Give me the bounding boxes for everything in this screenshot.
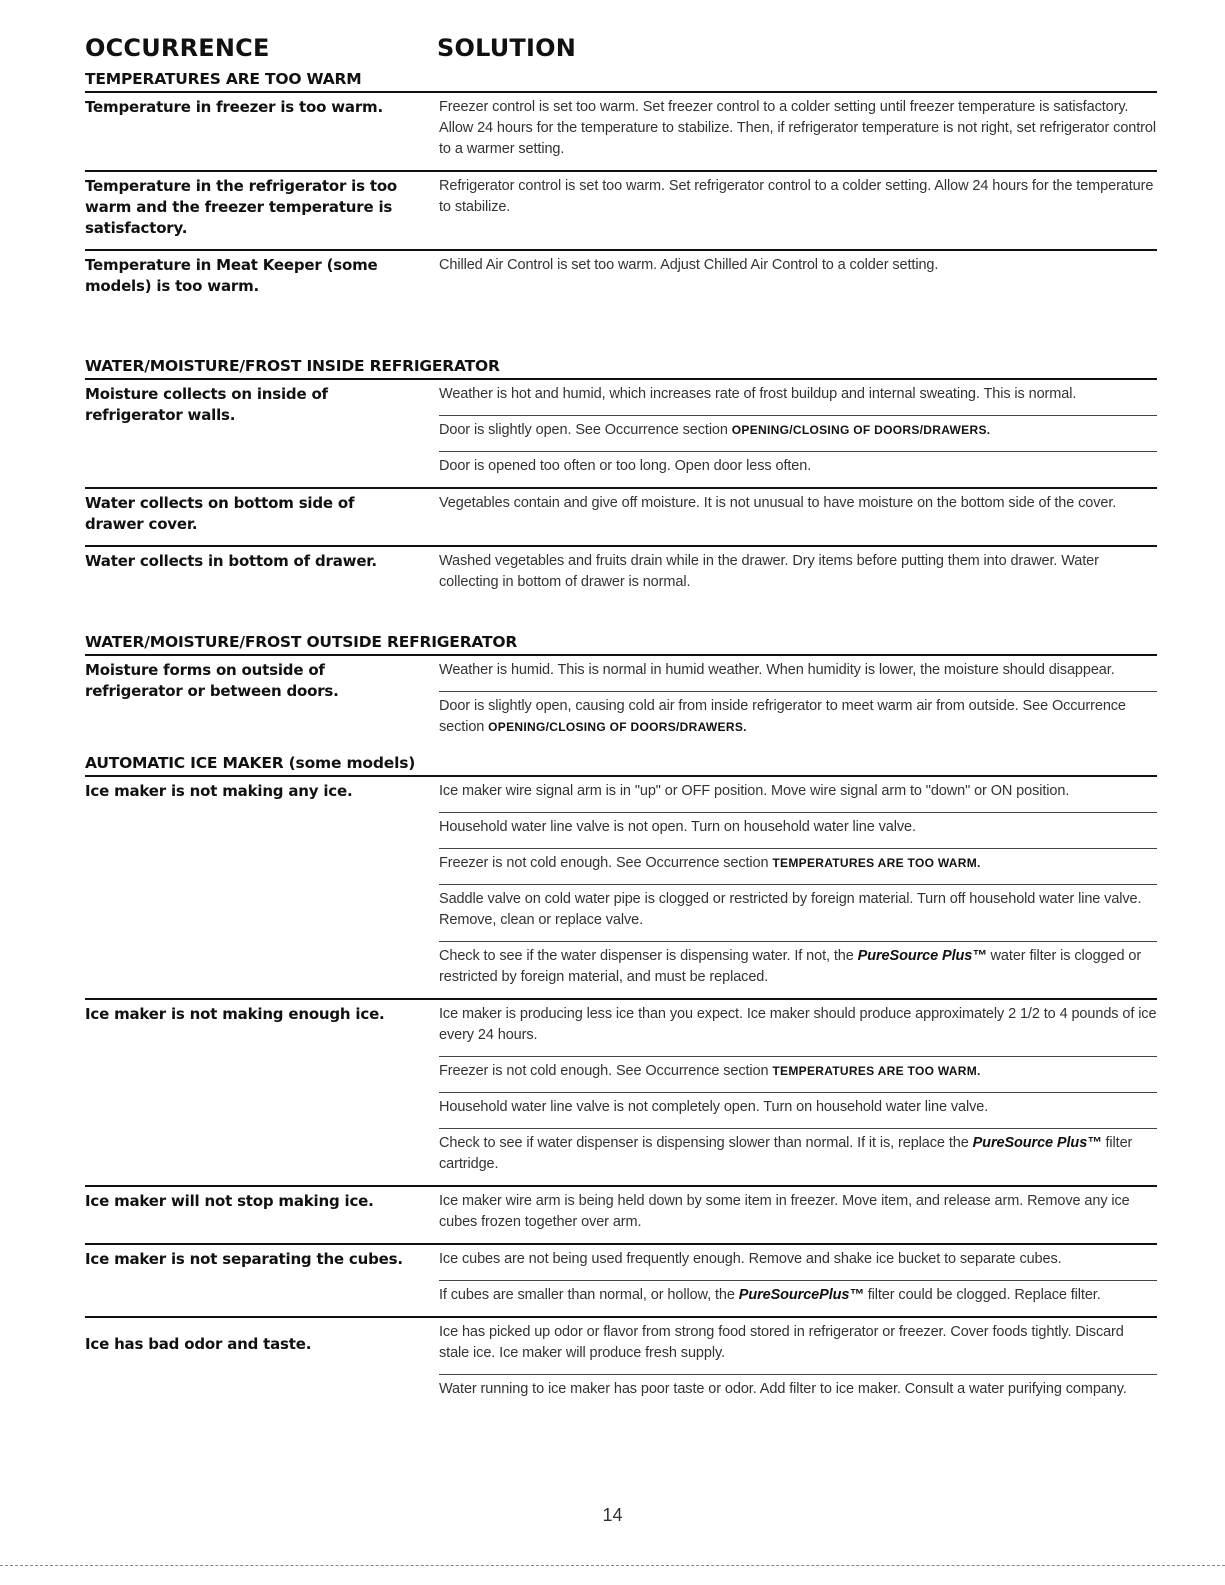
solution-list: [439, 172, 1157, 249]
solution-list: [439, 93, 1157, 170]
occurrence-row: [85, 93, 1157, 172]
solution-text: [439, 849, 1157, 885]
occurrence-row: [85, 489, 1157, 547]
occurrence-text: Ice maker is not separating the cubes.: [85, 1250, 403, 1268]
section-reference: TEMPERATURES ARE TOO WARM.: [772, 856, 981, 870]
occurrence-text: Ice maker will not stop making ice.: [85, 1192, 374, 1210]
solution-text: Vegetables contain and give off moisture. It is not unusual to have moisture on the bottom side of the cover.: [439, 495, 1117, 511]
occurrence-row: [85, 1245, 1157, 1318]
solution-text-part: Check to see if water dispenser is dispensing slower than normal. If it is, replace the: [439, 1135, 973, 1151]
occurrence-row: [85, 547, 1157, 603]
solution-text: Chilled Air Control is set too warm. Adjust Chilled Air Control to a colder setting.: [439, 257, 939, 273]
solution-heading: SOLUTION: [437, 34, 577, 62]
solution-text-part: Door is slightly open, causing cold air from inside refrigerator to meet warm air from outside. See Occurrence section: [439, 698, 1126, 735]
brand-name: PureSourcePlus™: [738, 1287, 864, 1303]
section-moisture-outside: [85, 627, 1157, 748]
solution-text-part: If cubes are smaller than normal, or hollow, the: [439, 1287, 739, 1303]
solution-list: [439, 777, 1157, 998]
solution-text: [439, 942, 1157, 998]
occurrence-text: Moisture forms on outside of refrigerator or between doors.: [85, 661, 339, 700]
section-temperatures-too-warm: [85, 64, 1157, 307]
occurrence-heading: OCCURRENCE: [85, 34, 270, 62]
solution-text: [439, 416, 1157, 452]
solution-text: Ice maker wire signal arm is in "up" or OFF position. Move wire signal arm to "down" or ON position.: [439, 777, 1157, 813]
solution-text-part: Door is slightly open. See Occurrence section: [439, 422, 732, 438]
section-moisture-inside: [85, 351, 1157, 603]
solution-text: [439, 1057, 1157, 1093]
brand-name: PureSource Plus™: [972, 1135, 1102, 1151]
section-automatic-ice-maker: [85, 748, 1157, 1410]
section-title: WATER/MOISTURE/FROST INSIDE REFRIGERATOR: [85, 351, 1157, 380]
solution-list: [439, 1245, 1157, 1316]
solution-text-part: filter could be clogged. Replace filter.: [863, 1287, 1101, 1303]
solution-list: [439, 251, 1157, 307]
solution-text-part: Check to see if the water dispenser is dispensing water. If not, the: [439, 948, 858, 964]
solution-text-part: Freezer is not cold enough. See Occurrence section: [439, 1063, 773, 1079]
occurrence-row: [85, 1187, 1157, 1245]
section-reference: TEMPERATURES ARE TOO WARM.: [772, 1064, 981, 1078]
occurrence-text: Water collects on bottom side of drawer cover.: [85, 494, 355, 533]
solution-text: Ice maker wire arm is being held down by some item in freezer. Move item, and release arm. Remove any ice cubes frozen together over arm.: [439, 1193, 1130, 1230]
troubleshooting-page: [85, 30, 1157, 1410]
occurrence-row: [85, 380, 1157, 489]
solution-text: Household water line valve is not completely open. Turn on household water line valve.: [439, 1093, 1157, 1129]
occurrence-row: [85, 1318, 1157, 1410]
solution-text: Saddle valve on cold water pipe is clogged or restricted by foreign material. Turn off household water line valve. Remove, clean or replace valve.: [439, 885, 1157, 942]
occurrence-row: [85, 172, 1157, 251]
solution-text: Washed vegetables and fruits drain while in the drawer. Dry items before putting them into drawer. Water collecting in bottom of drawer is normal.: [439, 553, 1099, 590]
page-bottom-rule: [0, 1565, 1225, 1566]
solution-text: Household water line valve is not open. Turn on household water line valve.: [439, 813, 1157, 849]
occurrence-row: [85, 1000, 1157, 1187]
solution-text: Ice maker is producing less ice than you expect. Ice maker should produce approximately 2 1/2 to 4 pounds of ice every 24 hours.: [439, 1000, 1157, 1057]
solution-text: Water running to ice maker has poor taste or odor. Add filter to ice maker. Consult a water purifying company.: [439, 1381, 1127, 1397]
section-title: TEMPERATURES ARE TOO WARM: [85, 64, 1157, 93]
occurrence-text: Ice maker is not making enough ice.: [85, 1005, 385, 1023]
solution-text: Ice has picked up odor or flavor from strong food stored in refrigerator or freezer. Cover foods tightly. Discard stale ice. Ice maker will produce fresh supply.: [439, 1318, 1157, 1375]
occurrence-text: Temperature in freezer is too warm.: [85, 98, 383, 116]
solution-list: [439, 1318, 1157, 1410]
occurrence-row: [85, 777, 1157, 1000]
solution-list: [439, 656, 1157, 748]
section-reference: OPENING/CLOSING OF DOORS/DRAWERS.: [488, 720, 747, 734]
solution-text: Door is opened too often or too long. Open door less often.: [439, 458, 812, 474]
occurrence-text: Water collects in bottom of drawer.: [85, 552, 377, 570]
solution-text: [439, 1281, 1157, 1316]
section-reference: OPENING/CLOSING OF DOORS/DRAWERS.: [731, 423, 991, 437]
solution-list: [439, 489, 1157, 545]
solution-list: [439, 1187, 1157, 1243]
solution-text: Refrigerator control is set too warm. Set refrigerator control to a colder setting. Allow 24 hours for the temperature to stabilize.: [439, 178, 1154, 215]
solution-text-part: Freezer is not cold enough. See Occurrence section: [439, 855, 773, 871]
brand-name: PureSource Plus™: [857, 948, 987, 964]
solution-text: [439, 692, 1157, 748]
solution-text: [439, 1129, 1157, 1185]
section-title: AUTOMATIC ICE MAKER (some models): [85, 748, 1157, 777]
occurrence-row: [85, 251, 1157, 307]
occurrence-text: Ice maker is not making any ice.: [85, 782, 353, 800]
occurrence-text: Temperature in the refrigerator is too warm and the freezer temperature is satisfactory.: [85, 177, 398, 237]
occurrence-text: Ice has bad odor and taste.: [85, 1335, 312, 1353]
solution-list: [439, 547, 1157, 603]
solution-list: [439, 380, 1157, 487]
page-number: 14: [602, 1505, 623, 1525]
solution-text: Freezer control is set too warm. Set freezer control to a colder setting until freezer temperature is satisfactory. Allow 24 hours for the temperature to stabilize. Then, if refrigerator temperature is not right, set refrigerator control to a warmer setting.: [439, 99, 1157, 157]
section-title: WATER/MOISTURE/FROST OUTSIDE REFRIGERATOR: [85, 627, 1157, 656]
solution-text-part: water filter is clogged or restricted by foreign material, and must be replaced.: [439, 948, 1142, 985]
solution-text: Ice cubes are not being used frequently enough. Remove and shake ice bucket to separate cubes.: [439, 1245, 1157, 1281]
column-headers: [85, 30, 1157, 64]
solution-list: [439, 1000, 1157, 1185]
occurrence-row: [85, 656, 1157, 748]
occurrence-text: Temperature in Meat Keeper (some models) is too warm.: [85, 256, 378, 295]
solution-text: Weather is humid. This is normal in humid weather. When humidity is lower, the moisture should disappear.: [439, 656, 1157, 692]
occurrence-text: Moisture collects on inside of refrigerator walls.: [85, 385, 328, 424]
solution-text-part: filter cartridge.: [439, 1135, 1133, 1172]
solution-text: Weather is hot and humid, which increases rate of frost buildup and internal sweating. This is normal.: [439, 380, 1157, 416]
